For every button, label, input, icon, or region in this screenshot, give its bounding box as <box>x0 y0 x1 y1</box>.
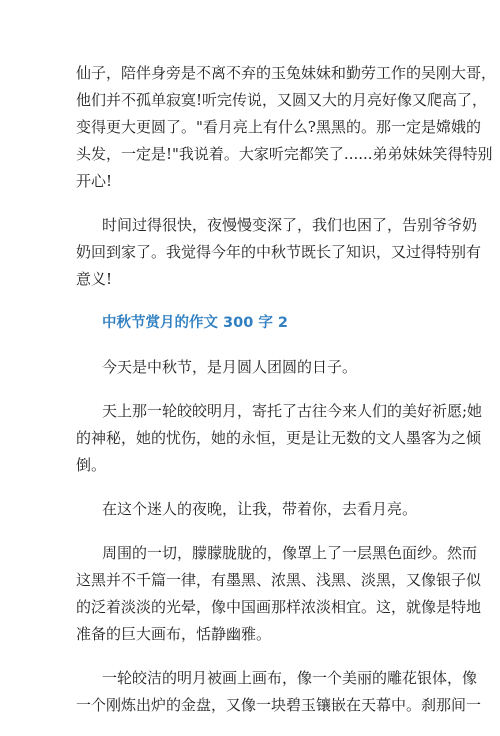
text-line: 仙子，陪伴身旁是不离不弃的玉兔妹妹和勤劳工作的吴刚大哥， <box>76 64 497 82</box>
text-line: 他们并不孤单寂寞!听完传说，又圆又大的月亮好像又爬高了， <box>76 91 488 109</box>
text-line: 这黑并不千篇一律，有墨黑、浓黑、浅黑、淡黑，又像银子似 <box>76 571 482 589</box>
paragraph-6 <box>76 540 482 648</box>
paragraph-1 <box>76 60 497 195</box>
text-line: 倒。 <box>76 456 107 474</box>
text-line: 一个刚炼出炉的金盘，又像一块碧玉镶嵌在天幕中。刹那间一 <box>76 696 482 714</box>
text-line: 一轮皎洁的明月被画上画布，像一个美丽的雕花银体，像 <box>102 669 478 687</box>
paragraph-3 <box>76 354 428 381</box>
text-line: 意义! <box>76 270 113 288</box>
paragraph-2 <box>76 212 482 293</box>
text-line: 周围的一切，朦朦胧胧的，像罩上了一层黑色面纱。然而 <box>102 544 478 562</box>
text-line: 天上那一轮皎皎明月，寄托了古往今来人们的美好祈愿;她 <box>102 402 483 420</box>
text-line: 变得更大更圆了。"看月亮上有什么?黑黑的。那一定是嫦娥的 <box>76 118 481 136</box>
text-line: 的泛着淡淡的光晕，像中国画那样浓淡相宜。这，就像是特地 <box>76 598 482 616</box>
text-line: 头发，一定是!"我说着。大家听完都笑了......弟弟妹妹笑得特别 <box>76 145 493 163</box>
section-heading: 中秋节赏月的作文 300 字 2 <box>102 315 288 331</box>
document-content <box>76 60 497 736</box>
text-line: 时间过得很快，夜慢慢变深了，我们也困了，告别爷爷奶 <box>102 216 478 234</box>
paragraph-5 <box>76 496 428 523</box>
text-line: 今天是中秋节，是月圆人团圆的日子。 <box>102 358 358 376</box>
paragraph-7 <box>76 665 482 719</box>
text-line: 准备的巨大画布，恬静幽雅。 <box>76 625 272 643</box>
text-line: 奶回到家了。我觉得今年的中秋节既长了知识，又过得特别有 <box>76 243 482 261</box>
text-line: 的神秘，她的忧伤，她的永恒，更是让无数的文人墨客为之倾 <box>76 429 482 447</box>
text-line: 开心! <box>76 172 113 190</box>
paragraph-4 <box>76 398 483 479</box>
text-line: 在这个迷人的夜晚，让我，带着你，去看月亮。 <box>102 500 418 518</box>
